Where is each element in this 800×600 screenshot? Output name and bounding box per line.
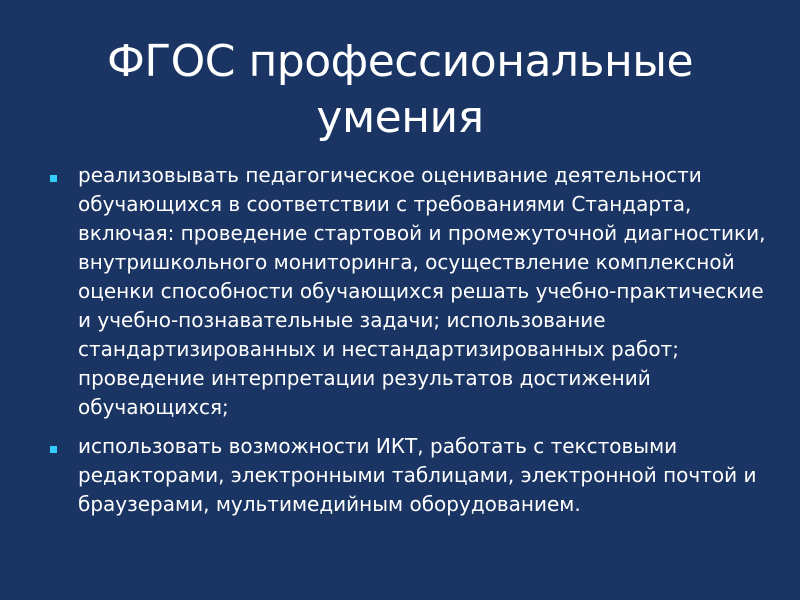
slide-title: ФГОС профессиональные умения	[106, 36, 694, 143]
bullet-list	[46, 161, 766, 519]
bullet-text: реализовывать педагогическое оценивание деятельности обучающихся в соответствии с требованиями Стандарта, включая: проведение стартовой и промежуточной диагностики, внутришкольного мониторинга, осуществление комплексной оценки способности обучающихся решать учебно-практические и учебно-познавательные задачи; использование стандартизированных и нестандартизированных работ; проведение интерпретации результатов достижений обучающихся;	[78, 163, 766, 419]
square-bullet-icon	[50, 175, 57, 182]
bullet-item	[46, 432, 766, 519]
bullet-text: использовать возможности ИКТ, работать с текстовыми редакторами, электронными таблицами, электронной почтой и браузерами, мультимедийным оборудованием.	[78, 434, 757, 516]
square-bullet-icon	[50, 446, 57, 453]
bullet-item	[46, 161, 766, 422]
